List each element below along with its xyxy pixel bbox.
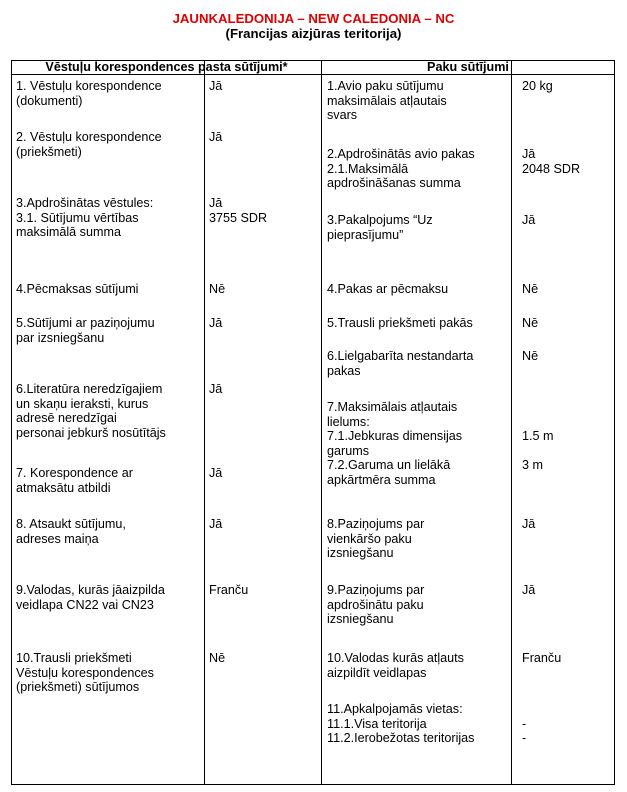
page-subtitle: (Francijas aizjūras teritorija) [225, 26, 402, 41]
parcels-item-label: 7.Maksimālais atļautais lielums: 7.1.Jebkuras dimensijas garums 7.2.Garuma un lielākā apkārtmēra summa [327, 400, 463, 487]
letters-item-label: 6.Literatūra neredzīgajiem un skaņu ieraksti, kurus adresē neredzīgai personai jebkurš nosūtītājs [16, 382, 166, 440]
letters-item-value: Jā 3755 SDR [209, 196, 268, 225]
parcels-item-value: Nē [522, 282, 539, 296]
header-divider [11, 74, 615, 75]
parcels-item-value: Jā [522, 213, 536, 227]
letters-header: Vēstuļu korespondences pasta sūtījumi* [45, 60, 288, 74]
letters-item-value: Jā [209, 517, 223, 531]
page-title: JAUNKALEDONIJA – NEW CALEDONIA – NC [172, 11, 455, 26]
parcels-item-label: 1.Avio paku sūtījumu maksimālais atļautais svars [327, 79, 447, 122]
letters-item-label: 7. Korespondence ar atmaksātu atbildi [16, 466, 133, 495]
letters-item-value: Nē [209, 282, 226, 296]
letters-item-value: Franču [209, 583, 249, 597]
parcels-item-value: 1.5 m 3 m [522, 429, 554, 472]
letters-item-label: 10.Trausli priekšmeti Vēstuļu korespondences (priekšmeti) sūtījumos [16, 651, 154, 694]
letters-item-label: 2. Vēstuļu korespondence (priekšmeti) [16, 130, 162, 159]
column-divider-middle [321, 60, 322, 785]
parcels-item-value: Jā 2048 SDR [522, 147, 581, 176]
parcels-item-value: Nē [522, 316, 539, 330]
parcels-item-label: 3.Pakalpojums “Uz pieprasījumu” [327, 213, 433, 242]
letters-item-label: 5.Sūtījumi ar paziņojumu par izsniegšanu [16, 316, 155, 345]
letters-item-value: Nē [209, 651, 226, 665]
letters-item-label: 4.Pēcmaksas sūtījumi [16, 282, 139, 296]
parcels-item-label: 4.Pakas ar pēcmaksu [327, 282, 449, 296]
letters-item-label: 3.Apdrošinātas vēstules: 3.1. Sūtījumu vērtības maksimālā summa [16, 196, 154, 239]
parcels-item-label: 8.Paziņojums par vienkāršo paku izsniegšanu [327, 517, 425, 560]
letters-item-value: Jā [209, 79, 223, 93]
parcels-item-value: Nē [522, 349, 539, 363]
parcels-item-value: - - [522, 716, 527, 745]
parcels-item-label: 11.Apkalpojamās vietas: 11.1.Visa teritorija 11.2.Ierobežotas teritorijas [327, 702, 475, 745]
parcels-header: Paku sūtījumi [427, 60, 509, 74]
parcels-item-label: 5.Trausli priekšmeti pakās [327, 316, 473, 330]
letters-item-value: Jā [209, 316, 223, 330]
parcels-item-label: 9.Paziņojums par apdrošinātu paku izsniegšanu [327, 583, 425, 626]
letters-item-value: Jā [209, 130, 223, 144]
parcels-item-value: Franču [522, 651, 562, 665]
parcels-item-label: 10.Valodas kurās atļauts aizpildīt veidlapas [327, 651, 464, 680]
parcels-item-value: Jā [522, 583, 536, 597]
letters-item-label: 8. Atsaukt sūtījumu, adreses maiņa [16, 517, 126, 546]
column-divider-letters [204, 60, 205, 785]
letters-item-label: 9.Valodas, kurās jāaizpilda veidlapa CN22 vai CN23 [16, 583, 165, 612]
letters-item-value: Jā [209, 466, 223, 480]
letters-item-label: 1. Vēstuļu korespondence (dokumenti) [16, 79, 162, 108]
letters-item-value: Jā [209, 382, 223, 396]
parcels-item-value: 20 kg [522, 79, 553, 93]
parcels-item-value: Jā [522, 517, 536, 531]
parcels-item-label: 6.Lielgabarīta nestandarta pakas [327, 349, 474, 378]
column-divider-parcels [511, 60, 512, 785]
parcels-item-label: 2.Apdrošinātās avio pakas 2.1.Maksimālā apdrošināšanas summa [327, 147, 475, 190]
